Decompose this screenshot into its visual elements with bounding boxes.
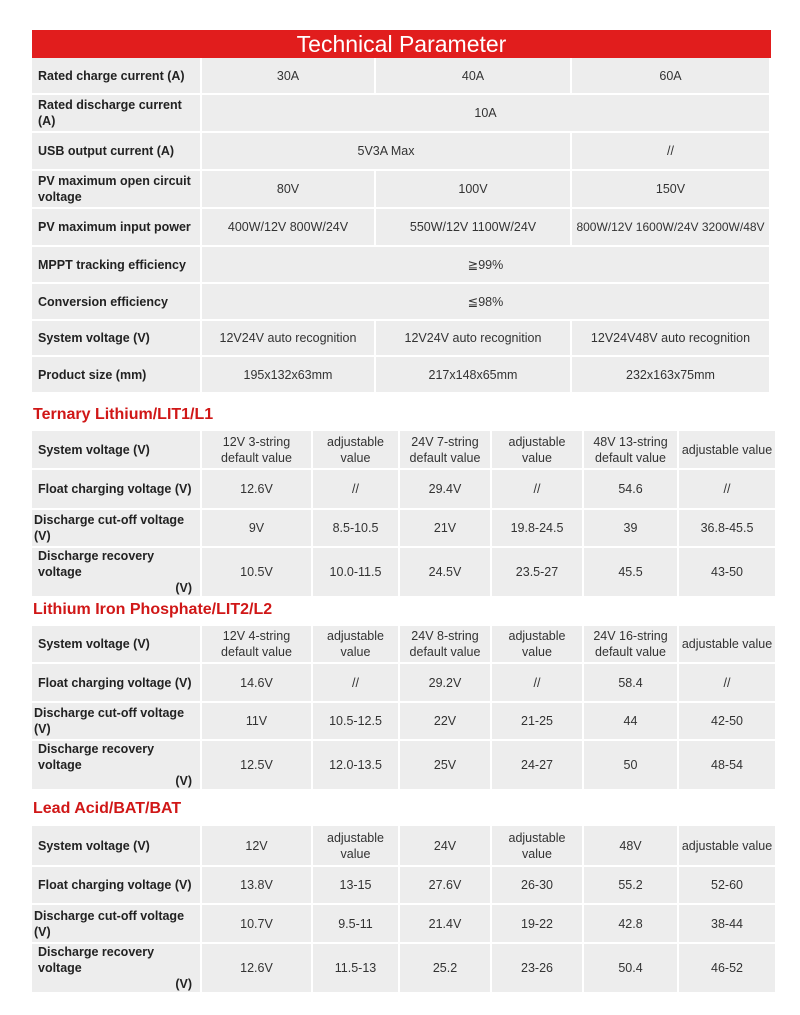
table-cell: adjustable value bbox=[679, 826, 775, 867]
table-cell: 10.0-11.5 bbox=[313, 548, 398, 598]
table-cell: 43-50 bbox=[679, 548, 775, 598]
table-cell: adjustable value bbox=[492, 626, 582, 664]
row-label-line1: Discharge recovery voltage bbox=[38, 742, 155, 772]
lithium-iron-phosphate-table bbox=[30, 626, 777, 791]
table-cell: 10.5-12.5 bbox=[313, 703, 398, 741]
table-cell: 12V24V auto recognition bbox=[202, 321, 374, 357]
table-cell: 80V bbox=[202, 171, 374, 209]
row-label: Product size (mm) bbox=[32, 357, 200, 394]
row-label: Discharge cut-off voltage (V) bbox=[32, 905, 200, 944]
table-cell: 24V 16-string default value bbox=[584, 626, 677, 664]
row-label: Rated discharge current (A) bbox=[32, 95, 200, 133]
table-row bbox=[32, 58, 769, 95]
row-label: System voltage (V) bbox=[32, 626, 200, 664]
table-cell: 44 bbox=[584, 703, 677, 741]
table-row bbox=[32, 171, 769, 209]
table-cell: adjustable value bbox=[313, 626, 398, 664]
table-cell: // bbox=[313, 470, 398, 510]
table-cell: // bbox=[492, 470, 582, 510]
table-cell: adjustable value bbox=[679, 626, 775, 664]
page-title: Technical Parameter bbox=[32, 30, 771, 58]
table-cell: 22V bbox=[400, 703, 490, 741]
row-label: Discharge cut-off voltage (V) bbox=[32, 703, 200, 741]
row-label-line2: (V) bbox=[175, 977, 192, 991]
table-row bbox=[32, 741, 775, 791]
table-cell: 400W/12V 800W/24V bbox=[202, 209, 374, 247]
table-cell: 25.2 bbox=[400, 944, 490, 994]
table-cell: 24V bbox=[400, 826, 490, 867]
table-cell: 21V bbox=[400, 510, 490, 548]
table-cell: adjustable value bbox=[492, 431, 582, 470]
table-cell: 26-30 bbox=[492, 867, 582, 905]
table-cell: 19.8-24.5 bbox=[492, 510, 582, 548]
table-row bbox=[32, 905, 775, 944]
table-cell: 232x163x75mm bbox=[572, 357, 769, 394]
row-label bbox=[32, 944, 200, 994]
table-cell: 24.5V bbox=[400, 548, 490, 598]
row-label: Float charging voltage (V) bbox=[32, 470, 200, 510]
row-label: MPPT tracking efficiency bbox=[32, 247, 200, 284]
table-cell: 24-27 bbox=[492, 741, 582, 791]
technical-parameter-table bbox=[30, 58, 771, 394]
section-title-lead-acid: Lead Acid/BAT/BAT bbox=[33, 800, 182, 817]
table-cell: // bbox=[492, 664, 582, 703]
table-cell: 10.7V bbox=[202, 905, 311, 944]
row-label: Conversion efficiency bbox=[32, 284, 200, 321]
table-cell: 12.0-13.5 bbox=[313, 741, 398, 791]
table-cell: 10.5V bbox=[202, 548, 311, 598]
table-cell: 11V bbox=[202, 703, 311, 741]
ternary-lithium-table bbox=[30, 431, 777, 598]
table-row bbox=[32, 284, 769, 321]
row-label: USB output current (A) bbox=[32, 133, 200, 171]
table-cell: adjustable value bbox=[313, 431, 398, 470]
table-cell: 800W/12V 1600W/24V 3200W/48V bbox=[572, 209, 769, 247]
table-cell: 25V bbox=[400, 741, 490, 791]
table-row bbox=[32, 470, 775, 510]
table-cell: 42.8 bbox=[584, 905, 677, 944]
table-cell: 48-54 bbox=[679, 741, 775, 791]
table-cell: 5V3A Max bbox=[202, 133, 570, 171]
table-cell: 36.8-45.5 bbox=[679, 510, 775, 548]
table-cell: 40A bbox=[376, 58, 570, 95]
table-cell: // bbox=[313, 664, 398, 703]
row-label-line2: (V) bbox=[175, 774, 192, 788]
table-row bbox=[32, 510, 775, 548]
table-cell: 60A bbox=[572, 58, 769, 95]
table-cell: 48V bbox=[584, 826, 677, 867]
table-row bbox=[32, 247, 769, 284]
table-row bbox=[32, 133, 769, 171]
table-cell: 12V24V auto recognition bbox=[376, 321, 570, 357]
table-cell: 38-44 bbox=[679, 905, 775, 944]
table-cell: 23-26 bbox=[492, 944, 582, 994]
table-cell: 42-50 bbox=[679, 703, 775, 741]
row-label: Rated charge current (A) bbox=[32, 58, 200, 95]
table-cell: 217x148x65mm bbox=[376, 357, 570, 394]
row-label: System voltage (V) bbox=[32, 826, 200, 867]
table-cell: 150V bbox=[572, 171, 769, 209]
table-cell: 50 bbox=[584, 741, 677, 791]
table-cell: adjustable value bbox=[679, 431, 775, 470]
table-cell: 8.5-10.5 bbox=[313, 510, 398, 548]
table-row bbox=[32, 867, 775, 905]
table-cell: 48V 13-string default value bbox=[584, 431, 677, 470]
table-cell: 10A bbox=[202, 95, 769, 133]
table-cell: // bbox=[679, 664, 775, 703]
row-label: Float charging voltage (V) bbox=[32, 664, 200, 703]
table-cell: 12.6V bbox=[202, 470, 311, 510]
table-cell: adjustable value bbox=[492, 826, 582, 867]
row-label: System voltage (V) bbox=[32, 431, 200, 470]
table-cell: 46-52 bbox=[679, 944, 775, 994]
table-row bbox=[32, 357, 769, 394]
table-cell: 54.6 bbox=[584, 470, 677, 510]
table-row bbox=[32, 321, 769, 357]
table-cell: 13-15 bbox=[313, 867, 398, 905]
table-cell: 11.5-13 bbox=[313, 944, 398, 994]
table-cell: adjustable value bbox=[313, 826, 398, 867]
table-cell: 12V 3-string default value bbox=[202, 431, 311, 470]
table-cell: 29.2V bbox=[400, 664, 490, 703]
table-row bbox=[32, 209, 769, 247]
row-label: PV maximum open circuit voltage bbox=[32, 171, 200, 209]
table-cell: 9V bbox=[202, 510, 311, 548]
table-cell: 39 bbox=[584, 510, 677, 548]
table-cell: 24V 7-string default value bbox=[400, 431, 490, 470]
table-cell: 12V 4-string default value bbox=[202, 626, 311, 664]
row-label: System voltage (V) bbox=[32, 321, 200, 357]
table-row bbox=[32, 431, 775, 470]
table-row bbox=[32, 664, 775, 703]
table-row bbox=[32, 826, 775, 867]
table-cell: 52-60 bbox=[679, 867, 775, 905]
row-label-line2: (V) bbox=[175, 581, 192, 595]
table-row bbox=[32, 944, 775, 994]
section-title-ternary-lithium: Ternary Lithium/LIT1/L1 bbox=[33, 406, 214, 423]
row-label: PV maximum input power bbox=[32, 209, 200, 247]
row-label: Discharge cut-off voltage (V) bbox=[32, 510, 200, 548]
table-cell: // bbox=[572, 133, 769, 171]
table-cell: 12.6V bbox=[202, 944, 311, 994]
table-cell: 45.5 bbox=[584, 548, 677, 598]
table-cell: 13.8V bbox=[202, 867, 311, 905]
table-cell: 24V 8-string default value bbox=[400, 626, 490, 664]
table-cell: 23.5-27 bbox=[492, 548, 582, 598]
table-cell: 21.4V bbox=[400, 905, 490, 944]
table-cell: 14.6V bbox=[202, 664, 311, 703]
table-cell: 29.4V bbox=[400, 470, 490, 510]
table-cell: ≦98% bbox=[202, 284, 769, 321]
table-cell: 195x132x63mm bbox=[202, 357, 374, 394]
row-label-line1: Discharge recovery voltage bbox=[38, 945, 155, 975]
table-row bbox=[32, 703, 775, 741]
table-cell: 12.5V bbox=[202, 741, 311, 791]
row-label: Float charging voltage (V) bbox=[32, 867, 200, 905]
table-cell: 55.2 bbox=[584, 867, 677, 905]
table-cell: 100V bbox=[376, 171, 570, 209]
table-cell: 19-22 bbox=[492, 905, 582, 944]
table-cell: 550W/12V 1100W/24V bbox=[376, 209, 570, 247]
table-cell: 12V bbox=[202, 826, 311, 867]
table-row bbox=[32, 548, 775, 598]
table-cell: 21-25 bbox=[492, 703, 582, 741]
row-label-line1: Discharge recovery voltage bbox=[38, 549, 155, 579]
table-cell: 58.4 bbox=[584, 664, 677, 703]
table-cell: // bbox=[679, 470, 775, 510]
row-label bbox=[32, 548, 200, 598]
lead-acid-table bbox=[30, 826, 777, 994]
table-cell: 30A bbox=[202, 58, 374, 95]
table-row bbox=[32, 626, 775, 664]
table-row bbox=[32, 95, 769, 133]
table-cell: 9.5-11 bbox=[313, 905, 398, 944]
row-label bbox=[32, 741, 200, 791]
table-cell: ≧99% bbox=[202, 247, 769, 284]
table-cell: 12V24V48V auto recognition bbox=[572, 321, 769, 357]
section-title-lithium-iron-phosphate: Lithium Iron Phosphate/LIT2/L2 bbox=[33, 601, 273, 618]
table-cell: 27.6V bbox=[400, 867, 490, 905]
table-cell: 50.4 bbox=[584, 944, 677, 994]
